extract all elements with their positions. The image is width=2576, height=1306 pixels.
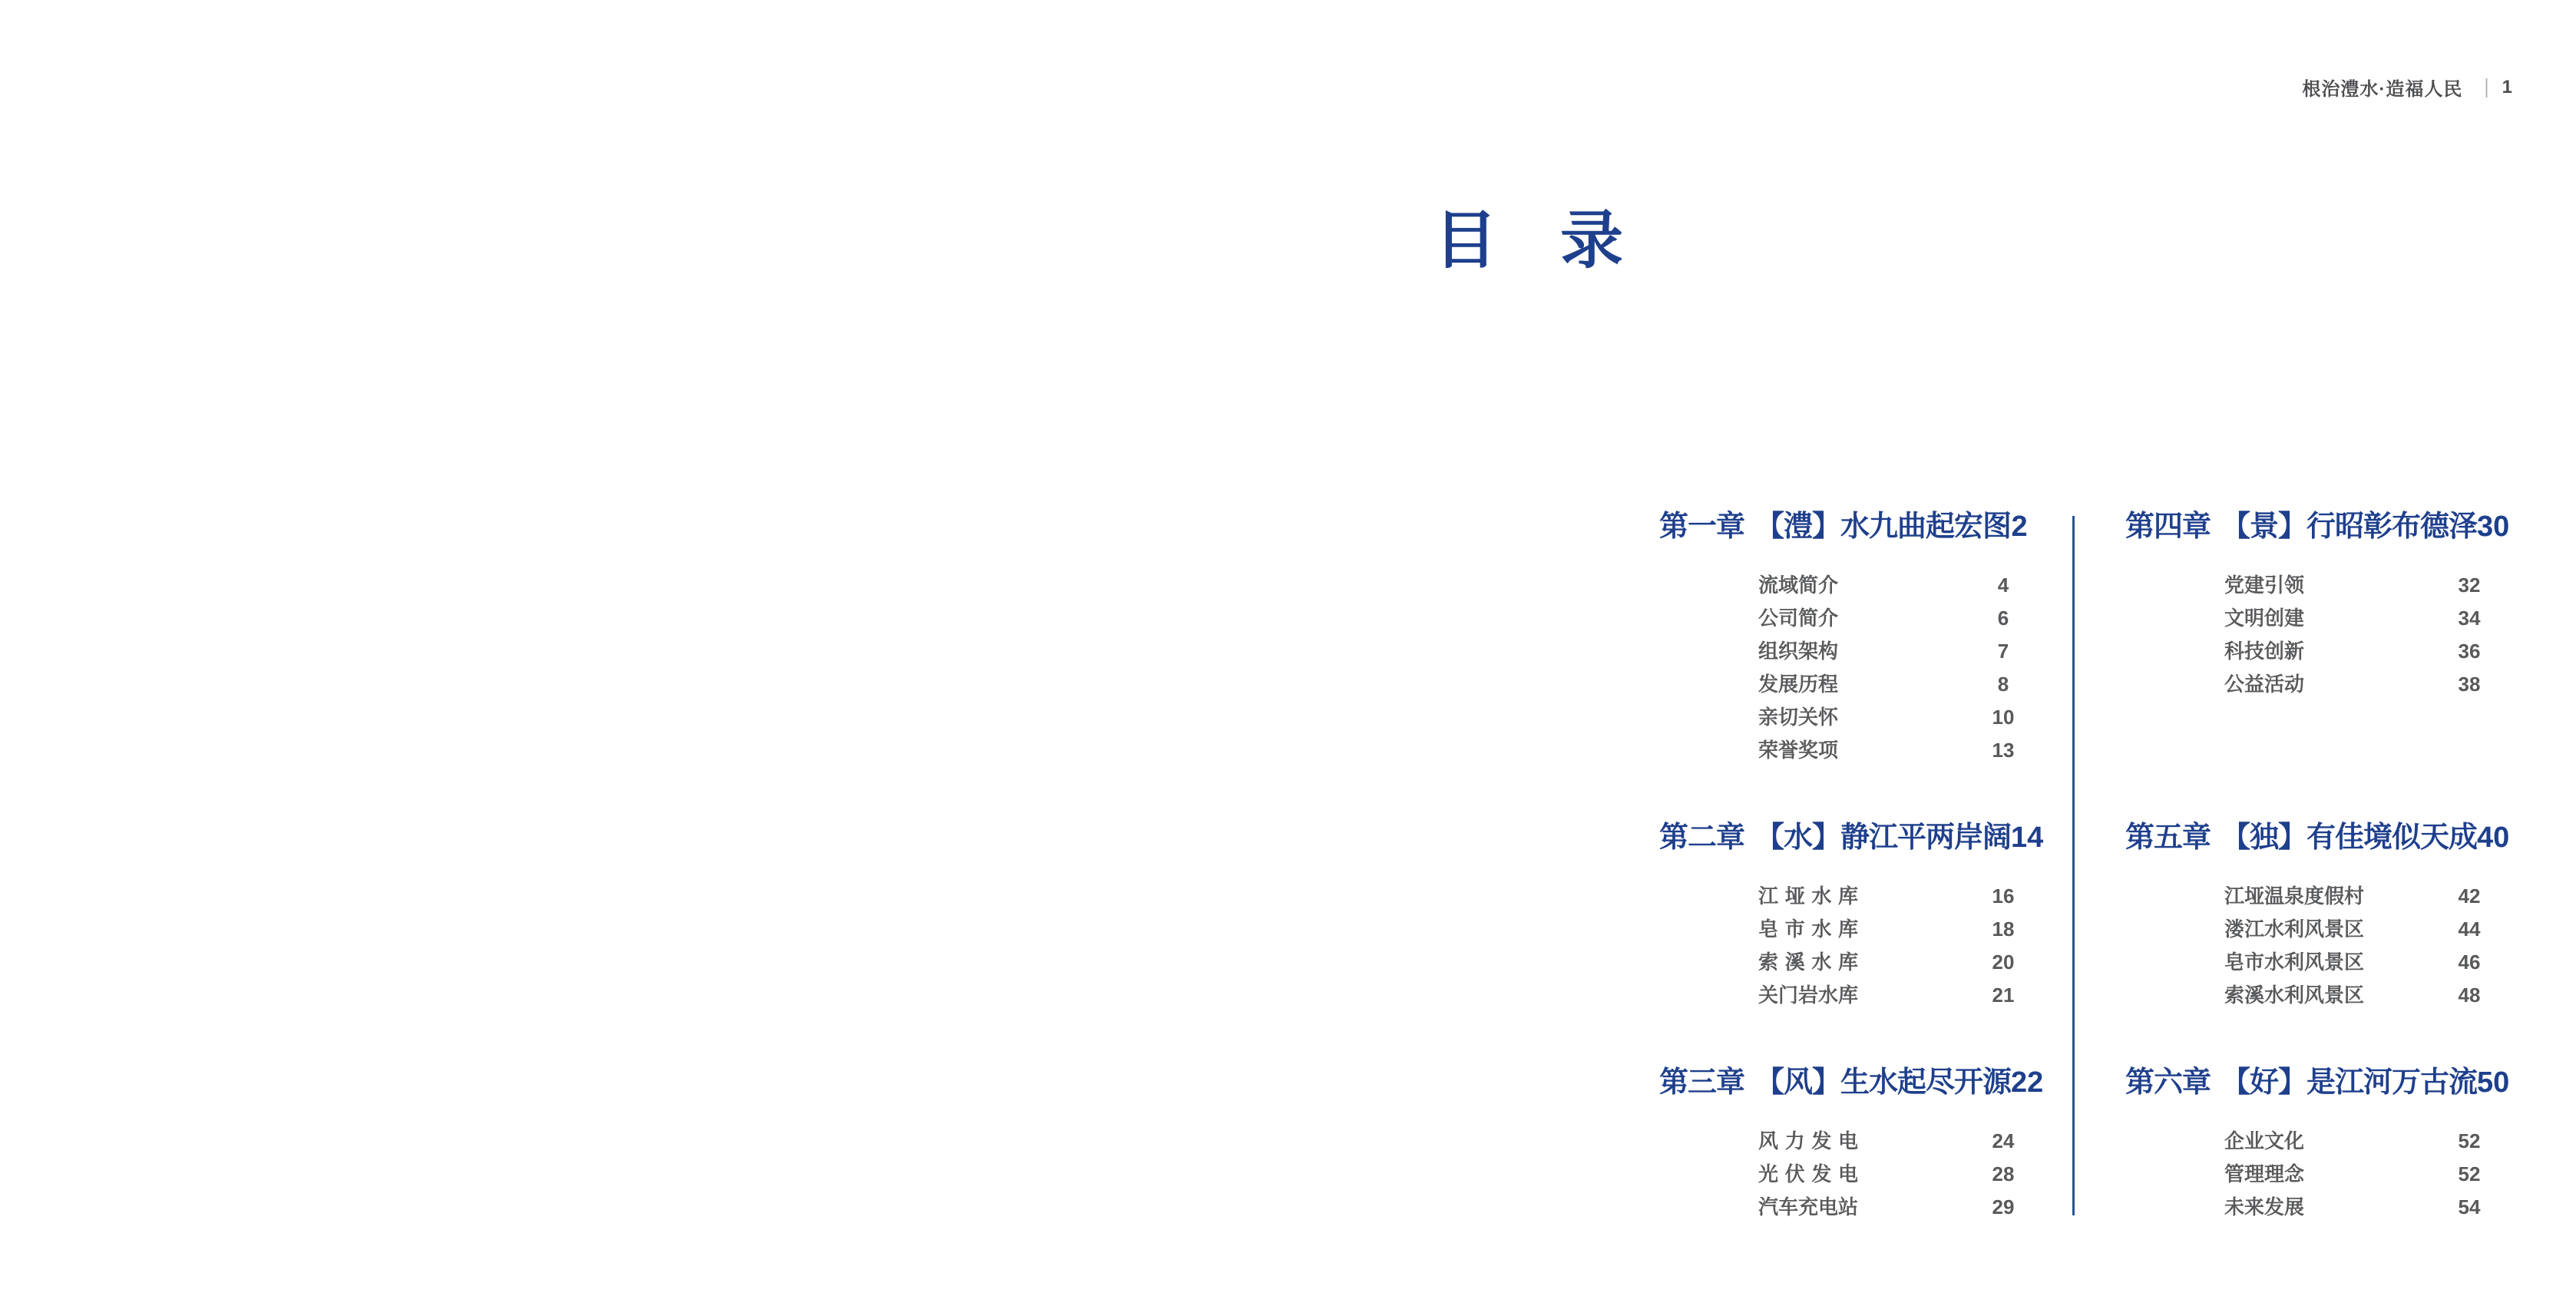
toc-item-page-number: 54 [2458, 1195, 2481, 1218]
toc-chapter-1 [1659, 509, 2028, 772]
toc-item-page-number: 52 [2458, 1162, 2481, 1185]
toc-item [1659, 673, 2028, 706]
toc-item [2125, 607, 2494, 640]
chapter-title: 【好】是江河万古流 [2221, 1066, 2478, 1099]
toc-chapter-5 [2125, 820, 2510, 1017]
chapter-page-number: 30 [2477, 511, 2510, 543]
chapter-title: 【风】生水起尽开源 [1755, 1066, 2012, 1099]
toc-item-page-number: 34 [2458, 607, 2481, 630]
chapter-label: 第六章 [2125, 1066, 2211, 1099]
toc-item [2125, 1196, 2494, 1229]
chapter-page-number: 40 [2477, 822, 2510, 854]
toc-item-label: 索溪水库 [1758, 951, 1858, 974]
toc-item-label: 党建引领 [2224, 574, 2305, 597]
toc-item [1659, 918, 2028, 951]
toc-item-label: 管理理念 [2224, 1162, 2305, 1185]
chapter-title: 【水】静江平两岸阔 [1755, 822, 2012, 854]
toc-item [1659, 574, 2028, 607]
toc-item [2125, 1163, 2494, 1196]
toc-item-page-number: 38 [2458, 673, 2481, 696]
toc-item-label: 文明创建 [2224, 607, 2305, 630]
chapter-label: 第三章 [1659, 1066, 1745, 1099]
chapter-page-number: 14 [2011, 822, 2044, 854]
chapter-heading [2125, 820, 2510, 855]
toc-item-page-number: 8 [1997, 673, 2009, 696]
toc-item-page-number: 18 [1992, 918, 2015, 941]
toc-item [2125, 918, 2494, 951]
toc-chapter-2 [1659, 820, 2044, 1017]
toc-item-label: 荣誉奖项 [1758, 739, 1839, 762]
toc-item-label: 科技创新 [2224, 640, 2305, 663]
toc-chapter-6 [2125, 1065, 2510, 1229]
toc-item-label: 未来发展 [2224, 1195, 2305, 1218]
toc-item [2125, 885, 2494, 918]
chapter-items [1659, 1130, 2028, 1229]
chapter-items [2125, 574, 2494, 706]
toc-item-page-number: 29 [1992, 1195, 2015, 1218]
toc-item-page-number: 13 [1992, 739, 2015, 762]
chapter-page-number: 2 [2011, 511, 2028, 543]
chapter-items [1659, 574, 2028, 772]
toc-item [1659, 706, 2028, 739]
toc-item-page-number: 44 [2458, 918, 2481, 941]
toc-item-label: 皂市水利风景区 [2224, 951, 2365, 974]
toc-chapter-3 [1659, 1065, 2044, 1229]
toc-item [2125, 984, 2494, 1017]
toc-item-page-number: 42 [2458, 884, 2481, 908]
toc-item [2125, 951, 2494, 984]
chapter-page-number: 50 [2477, 1066, 2510, 1099]
toc-item-label: 组织架构 [1758, 640, 1839, 663]
toc-item-label: 皂市水库 [1758, 918, 1858, 941]
toc-item-label: 亲切关怀 [1758, 706, 1839, 729]
toc-item-label: 企业文化 [2224, 1129, 2305, 1152]
chapter-label: 第二章 [1659, 822, 1745, 854]
header-page-number: 1 [2502, 76, 2513, 98]
chapter-heading [2125, 1065, 2510, 1100]
toc-item [1659, 1196, 2028, 1229]
chapter-title: 【澧】水九曲起宏图 [1755, 511, 2012, 543]
toc-item [1659, 984, 2028, 1017]
toc-item-label: 公益活动 [2224, 673, 2305, 696]
toc-item [1659, 739, 2028, 772]
toc-item [2125, 1130, 2494, 1163]
toc-item-label: 发展历程 [1758, 673, 1839, 696]
chapter-label: 第五章 [2125, 822, 2211, 854]
toc-item-label: 公司简介 [1758, 607, 1839, 630]
chapter-heading [2125, 509, 2510, 544]
header-slogan: 根治澧水·造福人民 [2302, 79, 2463, 100]
toc-chapter-4 [2125, 509, 2510, 706]
toc-item-page-number: 4 [1997, 574, 2009, 597]
toc-item-page-number: 46 [2458, 951, 2481, 974]
toc-column-divider [2072, 516, 2075, 1215]
chapter-title: 【景】行昭彰布德泽 [2221, 511, 2478, 543]
toc-item-page-number: 21 [1992, 984, 2015, 1007]
toc-item-label: 流域简介 [1758, 574, 1839, 597]
chapter-page-number: 22 [2011, 1066, 2044, 1099]
toc-item [1659, 951, 2028, 984]
toc-item [2125, 574, 2494, 607]
toc [1659, 0, 2510, 1306]
toc-item-page-number: 24 [1992, 1129, 2015, 1152]
page-title: 目 录 [1434, 205, 1624, 276]
toc-item [1659, 607, 2028, 640]
toc-item-page-number: 10 [1992, 706, 2015, 729]
toc-item-page-number: 36 [2458, 640, 2481, 663]
toc-item-page-number: 6 [1997, 607, 2009, 630]
chapter-items [2125, 885, 2494, 1017]
chapter-items [2125, 1130, 2494, 1229]
toc-item-page-number: 32 [2458, 574, 2481, 597]
chapter-label: 第四章 [2125, 511, 2211, 543]
toc-item-label: 关门岩水库 [1758, 984, 1859, 1007]
toc-item [2125, 673, 2494, 706]
chapter-items [1659, 885, 2028, 1017]
toc-item-page-number: 16 [1992, 884, 2015, 908]
toc-item-label: 索溪水利风景区 [2224, 984, 2365, 1007]
toc-item [2125, 640, 2494, 673]
toc-item-page-number: 52 [2458, 1129, 2481, 1152]
toc-item [1659, 885, 2028, 918]
chapter-heading [1659, 1065, 2044, 1100]
toc-item-label: 光伏发电 [1758, 1162, 1858, 1185]
toc-item-label: 汽车充电站 [1758, 1195, 1859, 1218]
toc-item-page-number: 7 [1997, 640, 2009, 663]
chapter-title: 【独】有佳境似天成 [2221, 822, 2478, 854]
toc-item [1659, 1130, 2028, 1163]
toc-item-page-number: 48 [2458, 984, 2481, 1007]
toc-item [1659, 1163, 2028, 1196]
chapter-label: 第一章 [1659, 511, 1745, 543]
toc-item-label: 江垭温泉度假村 [2224, 884, 2365, 908]
toc-item-page-number: 20 [1992, 951, 2015, 974]
toc-item [1659, 640, 2028, 673]
chapter-heading [1659, 820, 2044, 855]
header-separator: | [2484, 75, 2490, 98]
toc-item-label: 江垭水库 [1758, 884, 1858, 908]
chapter-heading [1659, 509, 2028, 544]
toc-item-label: 风力发电 [1758, 1129, 1858, 1152]
toc-item-page-number: 28 [1992, 1162, 2015, 1185]
toc-item-label: 溇江水利风景区 [2224, 918, 2365, 941]
